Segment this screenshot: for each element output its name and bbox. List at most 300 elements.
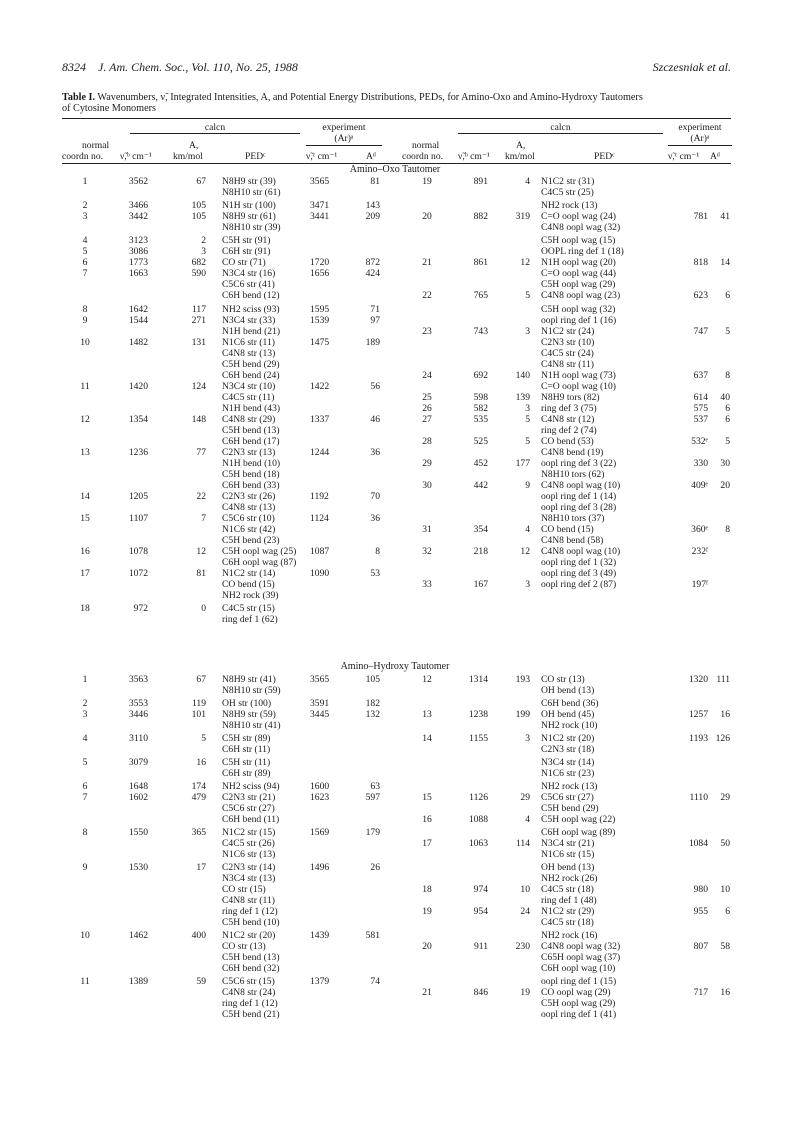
intensity-unit-heading: km/mol <box>173 151 203 162</box>
coord-no-cell: 4 <box>82 235 88 246</box>
calc-wavenumber-cell: 1072 <box>128 568 148 579</box>
ped-term-cell: N1C2 str (15) <box>222 827 276 838</box>
intensity-heading: A, <box>189 140 199 151</box>
coord-no-cell: 21 <box>422 987 432 998</box>
exp-intensity-cell: 5 <box>725 326 730 337</box>
ped-term-cell: oopl ring def 3 (22) <box>541 458 617 469</box>
coord-no-cell: 12 <box>80 414 90 425</box>
calc-wavenumber-cell: 3442 <box>128 211 148 222</box>
exp-intensity-cell: 97 <box>370 315 380 326</box>
ar-heading: (Ar)ᵃ <box>334 133 354 144</box>
calc-wavenumber-cell: 743 <box>473 326 488 337</box>
coord-no-cell: 14 <box>422 733 432 744</box>
ped-term-cell: N8H10 str (41) <box>222 720 281 731</box>
calc-intensity-cell: 12 <box>196 546 206 557</box>
calc-wavenumber-cell: 954 <box>473 906 488 917</box>
ped-term-cell: CO bend (53) <box>541 436 594 447</box>
ped-term-cell: C6H oopl wag (10) <box>541 963 616 974</box>
ped-term-cell: N1C2 str (14) <box>222 568 276 579</box>
ped-term-cell: ring def 1 (12) <box>222 998 278 1009</box>
ped-term-cell: C2N3 str (21) <box>222 792 276 803</box>
section-title-hydroxy: Amino–Hydroxy Tautomer <box>340 661 450 672</box>
exp-intensity-cell: 189 <box>365 337 380 348</box>
exp-wavenumber-cell: 1379 <box>310 976 330 987</box>
coord-no-cell: 5 <box>82 757 88 768</box>
exp-intensity-cell: 105 <box>365 674 380 685</box>
calc-wavenumber-cell: 1314 <box>468 674 488 685</box>
coord-no-cell: 13 <box>422 709 432 720</box>
calc-wavenumber-cell: 882 <box>473 211 488 222</box>
exp-wavenumber-cell: 747 <box>693 326 708 337</box>
ped-term-cell: C65H oopl wag (37) <box>541 952 621 963</box>
exp-intensity-cell: 132 <box>365 709 380 720</box>
calc-wavenumber-cell: 1642 <box>128 304 148 315</box>
ped-term-cell: C5H bend (29) <box>222 359 280 370</box>
exp-intensity-cell: 36 <box>370 513 380 524</box>
ped-term-cell: N1C2 str (20) <box>541 733 595 744</box>
ped-term-cell: NH2 rock (39) <box>222 590 279 601</box>
ped-term-cell: oopl ring def 1 (16) <box>541 315 617 326</box>
ped-term-cell: ring def 1 (12) <box>222 906 278 917</box>
calc-intensity-cell: 5 <box>201 733 206 744</box>
exp-intensity-cell: 10 <box>720 884 730 895</box>
coord-no-cell: 1 <box>82 176 88 187</box>
exp-intensity-cell: 70 <box>370 491 380 502</box>
exp-wavenumber-cell: 197ᶠ <box>691 579 708 590</box>
coordn-heading-2: coordn no. <box>402 151 444 162</box>
calc-wavenumber-cell: 1462 <box>128 930 148 941</box>
exp-intensity-cell: 126 <box>715 733 730 744</box>
ped-term-cell: N1C6 str (15) <box>541 849 595 860</box>
ped-term-cell: C6H bend (12) <box>222 290 280 301</box>
ped-term-cell: C5C6 str (41) <box>222 279 275 290</box>
calc-wavenumber-cell: 1236 <box>128 447 148 458</box>
coord-no-cell: 17 <box>80 568 90 579</box>
ped-term-cell: NH2 sciss (94) <box>222 781 280 792</box>
calc-intensity-cell: 5 <box>525 436 530 447</box>
ped-term-cell: N8H10 tors (37) <box>541 513 605 524</box>
ar-heading-2: (Ar)ᵃ <box>690 133 710 144</box>
table-top-rule <box>62 118 731 119</box>
ped-term-cell: C4N8 oopl wag (32) <box>541 941 621 952</box>
exp-intensity-cell: 8 <box>375 546 380 557</box>
ped-term-cell: C=O oopl wag (44) <box>541 268 616 279</box>
ped-term-cell: C4N8 str (24) <box>222 987 276 998</box>
ped-term-cell: C6H str (11) <box>222 744 271 755</box>
calc-wavenumber-cell: 911 <box>473 941 488 952</box>
ped-term-cell: N8H10 str (61) <box>222 187 281 198</box>
coord-no-cell: 4 <box>82 733 88 744</box>
calc-wavenumber-cell: 3110 <box>129 733 148 744</box>
exp-wavenumber-cell: 1600 <box>310 781 330 792</box>
exp-intensity-cell: 5 <box>725 436 730 447</box>
coord-no-cell: 32 <box>422 546 432 557</box>
coord-no-cell: 30 <box>422 480 432 491</box>
exp-intensity-cell: 40 <box>720 392 730 403</box>
ped-term-cell: C2N3 str (18) <box>541 744 595 755</box>
coord-no-cell: 9 <box>82 315 88 326</box>
calc-wavenumber-cell: 167 <box>473 579 488 590</box>
exp-wavenumber-cell: 3565 <box>310 674 330 685</box>
coord-no-cell: 18 <box>80 603 90 614</box>
exp-wavenumber-cell: 1192 <box>310 491 329 502</box>
calc-wavenumber-cell: 3123 <box>128 235 148 246</box>
calc-intensity-cell: 114 <box>515 838 530 849</box>
ped-term-cell: C6H str (91) <box>222 246 271 257</box>
ped-term-cell: N8H10 tors (62) <box>541 469 605 480</box>
ped-term-cell: C5C6 str (10) <box>222 513 275 524</box>
calc-wavenumber-cell: 846 <box>473 987 488 998</box>
calc-wavenumber-cell: 3446 <box>128 709 148 720</box>
coord-no-cell: 2 <box>82 200 88 211</box>
calc-intensity-cell: 119 <box>191 698 206 709</box>
calc-wavenumber-cell: 3086 <box>128 246 148 257</box>
ped-heading: PEDᶜ <box>245 151 266 162</box>
exp-intensity-cell: 14 <box>720 257 730 268</box>
ped-term-cell: N1C6 str (11) <box>222 337 275 348</box>
calc-intensity-cell: 101 <box>191 709 206 720</box>
calc-intensity-cell: 17 <box>196 862 206 873</box>
calc-intensity-cell: 4 <box>525 176 530 187</box>
calc-intensity-cell: 140 <box>515 370 530 381</box>
ped-term-cell: C4N8 str (12) <box>541 414 595 425</box>
calc-wavenumber-cell: 1088 <box>468 814 488 825</box>
exp-intensity-cell: 71 <box>370 304 380 315</box>
calc-wavenumber-cell: 3563 <box>128 674 148 685</box>
ped-term-cell: N1H bend (43) <box>222 403 281 414</box>
normal-heading: normal <box>82 140 110 151</box>
calc-intensity-cell: 0 <box>201 603 206 614</box>
exp-intensity-cell: 81 <box>370 176 380 187</box>
caption-line-1: Wavenumbers, ν̃, Integrated Intensities, A, and Potential Energy Distributions, PEDs, for Amino-Oxo and Amino-Hydroxy Tautomers <box>97 92 643 103</box>
ped-term-cell: C4C5 str (25) <box>541 187 594 198</box>
intensity-exp-heading-2: Aᵈ <box>710 151 720 162</box>
calc-intensity-cell: 22 <box>196 491 206 502</box>
calc-wavenumber-cell: 452 <box>473 458 488 469</box>
ped-term-cell: OOPL ring def 1 (18) <box>541 246 624 257</box>
exp-wavenumber-cell: 1539 <box>310 315 330 326</box>
ped-term-cell: ring def 3 (75) <box>541 403 597 414</box>
ped-term-cell: C4N8 str (13) <box>222 502 276 513</box>
coord-no-cell: 15 <box>80 513 90 524</box>
exp-wavenumber-cell: 1124 <box>310 513 329 524</box>
ped-term-cell: CO str (71) <box>222 257 266 268</box>
calc-intensity-cell: 7 <box>201 513 206 524</box>
exp-wavenumber-cell: 955 <box>693 906 708 917</box>
exp-intensity-cell: 50 <box>720 838 730 849</box>
ped-term-cell: OH str (100) <box>222 698 272 709</box>
calc-intensity-cell: 105 <box>191 211 206 222</box>
ped-term-cell: C4C5 str (15) <box>222 603 275 614</box>
calc-intensity-cell: 365 <box>191 827 206 838</box>
coord-no-cell: 25 <box>422 392 432 403</box>
intensity-unit-heading-2: km/mol <box>505 151 535 162</box>
coord-no-cell: 19 <box>422 906 432 917</box>
ped-term-cell: oopl ring def 1 (41) <box>541 1009 617 1020</box>
calcn-heading-2: calcn <box>550 122 571 133</box>
wavenumber-calc-heading-2: ν̃,ᵇ cm⁻¹ <box>458 151 490 162</box>
ped-term-cell: C2N3 str (26) <box>222 491 276 502</box>
exp-wavenumber-cell: 1569 <box>310 827 330 838</box>
calc-intensity-cell: 3 <box>525 733 530 744</box>
experiment-heading: experiment <box>322 122 366 133</box>
calc-wavenumber-cell: 3553 <box>128 698 148 709</box>
ped-heading-2: PEDᶜ <box>594 151 615 162</box>
ped-term-cell: C6H bend (11) <box>222 814 280 825</box>
calc-intensity-cell: 59 <box>196 976 206 987</box>
ped-term-cell: C6H oopl wag (89) <box>541 827 616 838</box>
calc-wavenumber-cell: 3466 <box>128 200 148 211</box>
calc-wavenumber-cell: 354 <box>473 524 488 535</box>
calc-intensity-cell: 117 <box>191 304 206 315</box>
calc-wavenumber-cell: 1389 <box>128 976 148 987</box>
ped-term-cell: N8H9 str (61) <box>222 211 276 222</box>
ped-term-cell: C5H str (89) <box>222 733 271 744</box>
ped-term-cell: C6H bend (36) <box>541 698 599 709</box>
ped-term-cell: C6H bend (24) <box>222 370 280 381</box>
ped-term-cell: NH2 sciss (93) <box>222 304 280 315</box>
calc-wavenumber-cell: 1663 <box>128 268 148 279</box>
coord-no-cell: 3 <box>82 211 88 222</box>
ped-term-cell: C5H oopl wag (25) <box>222 546 297 557</box>
running-authors: Szczesniak et al. <box>652 60 731 74</box>
ped-term-cell: oopl ring def 1 (14) <box>541 491 617 502</box>
ped-term-cell: CO bend (15) <box>541 524 594 535</box>
exp-wavenumber-cell: 1244 <box>310 447 330 458</box>
ped-term-cell: ring def 2 (74) <box>541 425 597 436</box>
exp-wavenumber-cell: 1110 <box>689 792 708 803</box>
ped-term-cell: C=O oopl wag (24) <box>541 211 616 222</box>
experiment-rule-2 <box>668 145 732 146</box>
calc-intensity-cell: 10 <box>520 884 530 895</box>
calc-intensity-cell: 2 <box>201 235 206 246</box>
calc-intensity-cell: 24 <box>520 906 530 917</box>
calcn-rule <box>130 133 300 134</box>
exp-wavenumber-cell: 637 <box>693 370 708 381</box>
exp-wavenumber-cell: 980 <box>693 884 708 895</box>
exp-intensity-cell: 29 <box>720 792 730 803</box>
ped-term-cell: C6H bend (33) <box>222 480 280 491</box>
calc-intensity-cell: 5 <box>525 290 530 301</box>
ped-term-cell: N3C4 str (33) <box>222 315 276 326</box>
ped-term-cell: C5H str (91) <box>222 235 271 246</box>
calc-intensity-cell: 4 <box>525 814 530 825</box>
ped-term-cell: NH2 rock (16) <box>541 930 598 941</box>
calc-intensity-cell: 230 <box>515 941 530 952</box>
coord-no-cell: 18 <box>422 884 432 895</box>
ped-term-cell: C4N8 str (13) <box>222 348 276 359</box>
ped-term-cell: N3C4 str (14) <box>541 757 595 768</box>
ped-term-cell: CO str (15) <box>222 884 266 895</box>
calc-intensity-cell: 4 <box>525 524 530 535</box>
ped-term-cell: C4C5 str (18) <box>541 917 594 928</box>
ped-term-cell: N3C4 str (21) <box>541 838 595 849</box>
calc-wavenumber-cell: 1550 <box>128 827 148 838</box>
ped-term-cell: N1C2 str (31) <box>541 176 595 187</box>
calc-wavenumber-cell: 1773 <box>128 257 148 268</box>
calc-intensity-cell: 77 <box>196 447 206 458</box>
wavenumber-exp-heading-2: ν̃,ᶜ cm⁻¹ <box>668 151 700 162</box>
ped-term-cell: C5H oopl wag (15) <box>541 235 616 246</box>
exp-intensity-cell: 8 <box>725 370 730 381</box>
ped-term-cell: oopl ring def 1 (32) <box>541 557 617 568</box>
exp-intensity-cell: 424 <box>365 268 380 279</box>
ped-term-cell: C5H bend (18) <box>222 469 280 480</box>
coord-no-cell: 7 <box>82 792 88 803</box>
ped-term-cell: C4C5 str (18) <box>541 884 594 895</box>
ped-term-cell: N1C2 str (24) <box>541 326 595 337</box>
coord-no-cell: 29 <box>422 458 432 469</box>
ped-term-cell: C2N3 str (13) <box>222 447 276 458</box>
ped-term-cell: N8H10 str (59) <box>222 685 281 696</box>
calc-wavenumber-cell: 525 <box>473 436 488 447</box>
exp-wavenumber-cell: 3445 <box>310 709 330 720</box>
ped-term-cell: ring def 1 (62) <box>222 614 278 625</box>
ped-term-cell: C4N8 bend (19) <box>541 447 604 458</box>
calc-wavenumber-cell: 442 <box>473 480 488 491</box>
calc-intensity-cell: 174 <box>191 781 206 792</box>
exp-intensity-cell: 63 <box>370 781 380 792</box>
calc-intensity-cell: 12 <box>520 257 530 268</box>
ped-term-cell: oopl ring def 1 (15) <box>541 976 617 987</box>
table-caption <box>62 92 643 104</box>
exp-wavenumber-cell: 1090 <box>310 568 330 579</box>
coord-no-cell: 6 <box>82 781 88 792</box>
coord-no-cell: 2 <box>82 698 88 709</box>
ped-term-cell: C4N8 oopl wag (32) <box>541 222 621 233</box>
calc-wavenumber-cell: 598 <box>473 392 488 403</box>
calc-intensity-cell: 12 <box>520 546 530 557</box>
exp-wavenumber-cell: 1320 <box>688 674 708 685</box>
calc-intensity-cell: 148 <box>191 414 206 425</box>
ped-term-cell: N1C6 str (23) <box>541 768 595 779</box>
ped-term-cell: N8H9 str (59) <box>222 709 276 720</box>
coord-no-cell: 23 <box>422 326 432 337</box>
ped-term-cell: C=O oopl wag (10) <box>541 381 616 392</box>
ped-term-cell: C5C6 str (27) <box>222 803 275 814</box>
coord-no-cell: 22 <box>422 290 432 301</box>
ped-term-cell: N8H9 str (39) <box>222 176 276 187</box>
calc-intensity-cell: 19 <box>520 987 530 998</box>
ped-term-cell: N1C2 str (29) <box>541 906 595 917</box>
exp-intensity-cell: 581 <box>365 930 380 941</box>
coord-no-cell: 17 <box>422 838 432 849</box>
exp-intensity-cell: 56 <box>370 381 380 392</box>
ped-term-cell: CO str (13) <box>541 674 585 685</box>
exp-intensity-cell: 6 <box>725 414 730 425</box>
calc-intensity-cell: 5 <box>525 414 530 425</box>
exp-wavenumber-cell: 3471 <box>310 200 330 211</box>
exp-intensity-cell: 179 <box>365 827 380 838</box>
coord-no-cell: 14 <box>80 491 90 502</box>
normal-heading-2: normal <box>412 140 440 151</box>
coord-no-cell: 3 <box>82 709 88 720</box>
coord-no-cell: 10 <box>80 337 90 348</box>
ped-term-cell: N1H oopl wag (20) <box>541 257 616 268</box>
calc-wavenumber-cell: 1126 <box>469 792 488 803</box>
coord-no-cell: 20 <box>422 941 432 952</box>
exp-wavenumber-cell: 1257 <box>688 709 708 720</box>
exp-intensity-cell: 36 <box>370 447 380 458</box>
intensity-exp-heading: Aᵈ <box>366 151 376 162</box>
calc-intensity-cell: 67 <box>196 674 206 685</box>
table-label: Table I. <box>62 92 96 103</box>
exp-wavenumber-cell: 1656 <box>310 268 330 279</box>
coord-no-cell: 12 <box>422 674 432 685</box>
exp-wavenumber-cell: 1623 <box>310 792 330 803</box>
ped-term-cell: C6H bend (17) <box>222 436 280 447</box>
exp-wavenumber-cell: 1595 <box>310 304 330 315</box>
exp-wavenumber-cell: 330 <box>693 458 708 469</box>
exp-intensity-cell: 20 <box>720 480 730 491</box>
coordn-heading: coordn no. <box>62 151 104 162</box>
calc-wavenumber-cell: 218 <box>473 546 488 557</box>
ped-term-cell: N3C4 str (10) <box>222 381 276 392</box>
ped-term-cell: N8H9 str (41) <box>222 674 276 685</box>
calc-wavenumber-cell: 1602 <box>128 792 148 803</box>
exp-wavenumber-cell: 1720 <box>310 257 330 268</box>
ped-term-cell: C6H str (89) <box>222 768 271 779</box>
exp-intensity-cell: 182 <box>365 698 380 709</box>
calc-intensity-cell: 3 <box>525 403 530 414</box>
coord-no-cell: 7 <box>82 268 88 279</box>
coord-no-cell: 28 <box>422 436 432 447</box>
calc-intensity-cell: 9 <box>525 480 530 491</box>
exp-wavenumber-cell: 3441 <box>310 211 330 222</box>
exp-intensity-cell: 6 <box>725 290 730 301</box>
wavenumber-calc-heading: ν̃,ᵇ cm⁻¹ <box>120 151 152 162</box>
calcn-rule-2 <box>458 133 663 134</box>
calc-wavenumber-cell: 1420 <box>128 381 148 392</box>
calc-intensity-cell: 29 <box>520 792 530 803</box>
ped-term-cell: C4C5 str (26) <box>222 838 275 849</box>
ped-term-cell: C5H oopl wag (32) <box>541 304 616 315</box>
exp-wavenumber-cell: 1193 <box>689 733 708 744</box>
calc-intensity-cell: 590 <box>191 268 206 279</box>
experiment-heading-2: experiment <box>678 122 722 133</box>
calc-wavenumber-cell: 1205 <box>128 491 148 502</box>
coord-no-cell: 8 <box>82 304 88 315</box>
ped-term-cell: N8H9 tors (82) <box>541 392 600 403</box>
calc-wavenumber-cell: 765 <box>473 290 488 301</box>
coord-no-cell: 11 <box>80 381 90 392</box>
calc-wavenumber-cell: 3562 <box>128 176 148 187</box>
ped-term-cell: C5C6 str (27) <box>541 792 594 803</box>
coord-no-cell: 16 <box>80 546 90 557</box>
exp-wavenumber-cell: 1084 <box>688 838 708 849</box>
ped-term-cell: C4N8 str (29) <box>222 414 276 425</box>
intensity-heading-2: A, <box>516 140 526 151</box>
coord-no-cell: 9 <box>82 862 88 873</box>
ped-term-cell: OH bend (45) <box>541 709 595 720</box>
exp-intensity-cell: 46 <box>370 414 380 425</box>
ped-term-cell: N3C4 str (13) <box>222 873 276 884</box>
exp-intensity-cell: 6 <box>725 906 730 917</box>
ped-term-cell: C5H oopl wag (22) <box>541 814 616 825</box>
exp-intensity-cell: 872 <box>365 257 380 268</box>
calc-intensity-cell: 16 <box>196 757 206 768</box>
ped-term-cell: ring def 1 (48) <box>541 895 597 906</box>
coord-no-cell: 20 <box>422 211 432 222</box>
calc-intensity-cell: 105 <box>191 200 206 211</box>
ped-term-cell: C5H str (11) <box>222 757 271 768</box>
coord-no-cell: 11 <box>80 976 90 987</box>
coord-no-cell: 26 <box>422 403 432 414</box>
exp-intensity-cell: 6 <box>725 403 730 414</box>
calc-intensity-cell: 682 <box>191 257 206 268</box>
calc-wavenumber-cell: 1648 <box>128 781 148 792</box>
calc-wavenumber-cell: 1078 <box>128 546 148 557</box>
